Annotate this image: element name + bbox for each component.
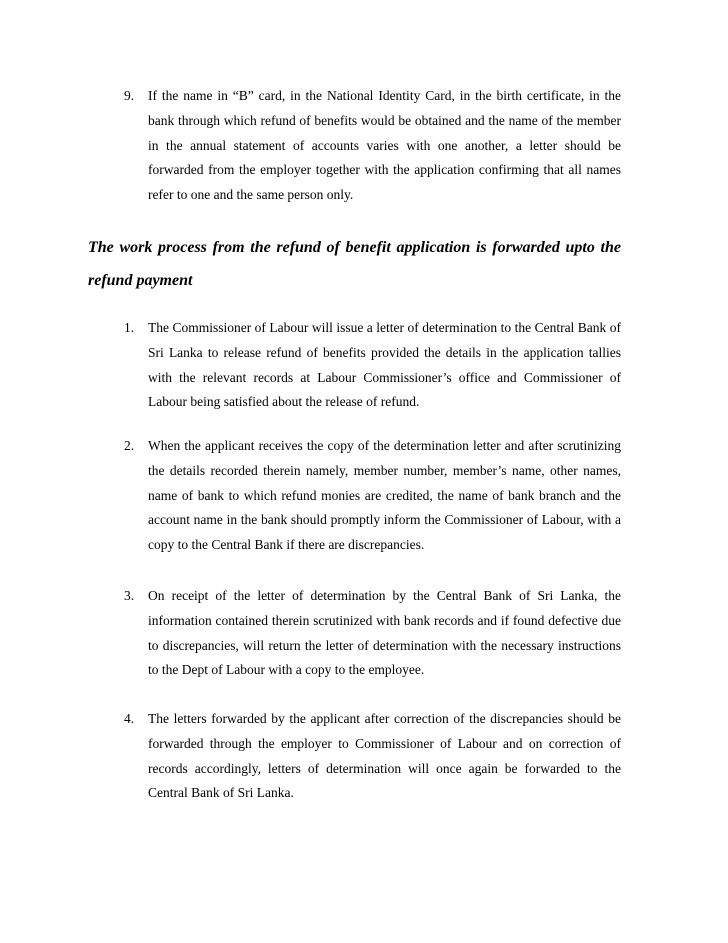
list-item-3 bbox=[124, 584, 621, 683]
list-item-9 bbox=[124, 84, 621, 208]
list-item-4 bbox=[124, 707, 621, 806]
list-item-2 bbox=[124, 434, 621, 558]
list-item-number: 4. bbox=[124, 711, 135, 726]
list-item-text: When the applicant receives the copy of the determination letter and after scrutinizing the details recorded therein namely, member number, member’s name, other names, name of bank to which refund monies are credited, the name of bank branch and the account name in the bank should promptly inform the Commissioner of Labour, with a copy to the Central Bank if there are discrepancies. bbox=[148, 438, 621, 553]
list-item-number: 9. bbox=[124, 88, 135, 103]
list-item-text: If the name in “B” card, in the National Identity Card, in the birth certificate, in the bank through which refund of benefits would be obtained and the name of the member in the annual statement of accounts varies with one another, a letter should be forwarded from the employer together with the application confirming that all names refer to one and the same person only. bbox=[148, 88, 621, 203]
list-item-number: 1. bbox=[124, 320, 135, 335]
list-item-text: On receipt of the letter of determination by the Central Bank of Sri Lanka, the information contained therein scrutinized with bank records and if found defective due to discrepancies, will return the letter of determination with the necessary instructions to the Dept of Labour with a copy to the employee. bbox=[148, 588, 621, 678]
list-item-text: The Commissioner of Labour will issue a letter of determination to the Central Bank of Sri Lanka to release refund of benefits provided the details in the application tallies with the relevant records at Labour Commissioner’s office and Commissioner of Labour being satisfied about the release of refund. bbox=[148, 320, 621, 410]
list-item-1 bbox=[124, 316, 621, 415]
list-item-text: The letters forwarded by the applicant after correction of the discrepancies should be forwarded through the employer to Commissioner of Labour and on correction of records accordingly, letters of determination will once again be forwarded to the Central Bank of Sri Lanka. bbox=[148, 711, 621, 801]
section-heading: The work process from the refund of benefit application is forwarded upto the refund payment bbox=[88, 239, 621, 289]
list-item-number: 3. bbox=[124, 588, 135, 603]
list-item-number: 2. bbox=[124, 438, 135, 453]
